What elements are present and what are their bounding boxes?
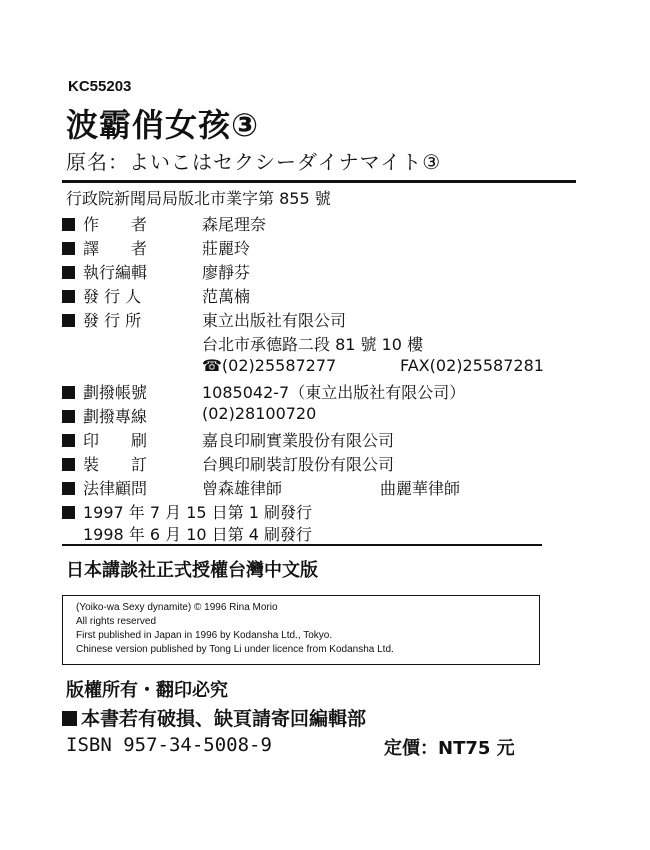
detail-row-account: 劃撥帳號 <box>62 380 209 402</box>
credit-row-editor: 執行編輯 <box>62 260 209 282</box>
divider-middle <box>62 544 542 546</box>
bullet-square <box>62 266 75 279</box>
credit-row-publisher: 發 行 所 <box>62 308 209 330</box>
bullet-square <box>62 482 75 495</box>
divider-top <box>62 180 576 183</box>
original-title: 原名：よいこはセクシーダイナマイト③ <box>66 150 442 174</box>
bullet-square <box>62 506 75 519</box>
credit-row-translator: 譯 者 <box>62 236 209 258</box>
detail-row-hotline: 劃撥專線 <box>62 404 209 426</box>
credit-row-author: 作 者 <box>62 212 209 234</box>
bullet-square <box>62 218 75 231</box>
bullet-square <box>62 386 75 399</box>
detail-value-binding: 台興印刷裝訂股份有限公司 <box>202 455 395 474</box>
print-date-fourth: 1998 年 6 月 10 日第 4 刷發行 <box>83 525 313 544</box>
publisher-fax: FAX(02)25587281 <box>400 356 544 375</box>
bullet-square <box>62 314 75 327</box>
detail-row-legal: 法律顧問 <box>62 476 209 498</box>
credit-value-author: 森尾理奈 <box>202 215 267 234</box>
catalog-code: KC55203 <box>68 78 132 95</box>
credit-value-publisher: 東立出版社有限公司 <box>202 311 347 330</box>
publisher-address: 台北市承德路二段 81 號 10 樓 <box>202 335 424 354</box>
damage-notice: 本書若有破損、缺頁請寄回編輯部 <box>62 704 366 731</box>
detail-value-legal-2: 曲麗華律師 <box>380 479 461 498</box>
license-number: 行政院新聞局局版北市業字第 855 號 <box>66 189 331 208</box>
isbn: ISBN 957-34-5008-9 <box>66 734 272 756</box>
detail-value-legal-1: 曾森雄律師 <box>202 479 283 498</box>
detail-value-printing: 嘉良印刷實業股份有限公司 <box>202 431 395 450</box>
credit-value-translator: 莊麗玲 <box>202 239 251 258</box>
credit-value-publisher-person: 范萬楠 <box>202 287 251 306</box>
price: 定價：NT75 元 <box>384 738 515 759</box>
authorization-line: 日本講談社正式授權台灣中文版 <box>66 560 318 581</box>
detail-value-account: 1085042-7（東立出版社有限公司） <box>202 383 466 402</box>
copyright-line-4: Chinese version published by Tong Li under licence from Kodansha Ltd. <box>76 644 394 655</box>
bullet-square <box>62 410 75 423</box>
detail-value-hotline: (02)28100720 <box>202 404 317 423</box>
copyright-line-2: All rights reserved <box>76 616 157 627</box>
print-date-first: 1997 年 7 月 15 日第 1 刷發行 <box>62 500 312 523</box>
book-title: 波霸俏女孩③ <box>66 106 260 144</box>
publisher-phone: ☎(02)25587277 <box>202 356 337 375</box>
rights-notice: 版權所有・翻印必究 <box>66 680 228 701</box>
copyright-line-1: (Yoiko-wa Sexy dynamite) © 1996 Rina Morio <box>76 602 278 613</box>
copyright-line-3: First published in Japan in 1996 by Kodansha Ltd., Tokyo. <box>76 630 333 641</box>
bullet-square <box>62 290 75 303</box>
credit-row-publisher-person: 發 行 人 <box>62 284 209 306</box>
detail-row-printing: 印 刷 <box>62 428 209 450</box>
bullet-square <box>62 434 75 447</box>
detail-row-binding: 裝 訂 <box>62 452 209 474</box>
bullet-square <box>62 242 75 255</box>
credit-value-editor: 廖靜芬 <box>202 263 251 282</box>
bullet-square <box>62 711 77 726</box>
bullet-square <box>62 458 75 471</box>
